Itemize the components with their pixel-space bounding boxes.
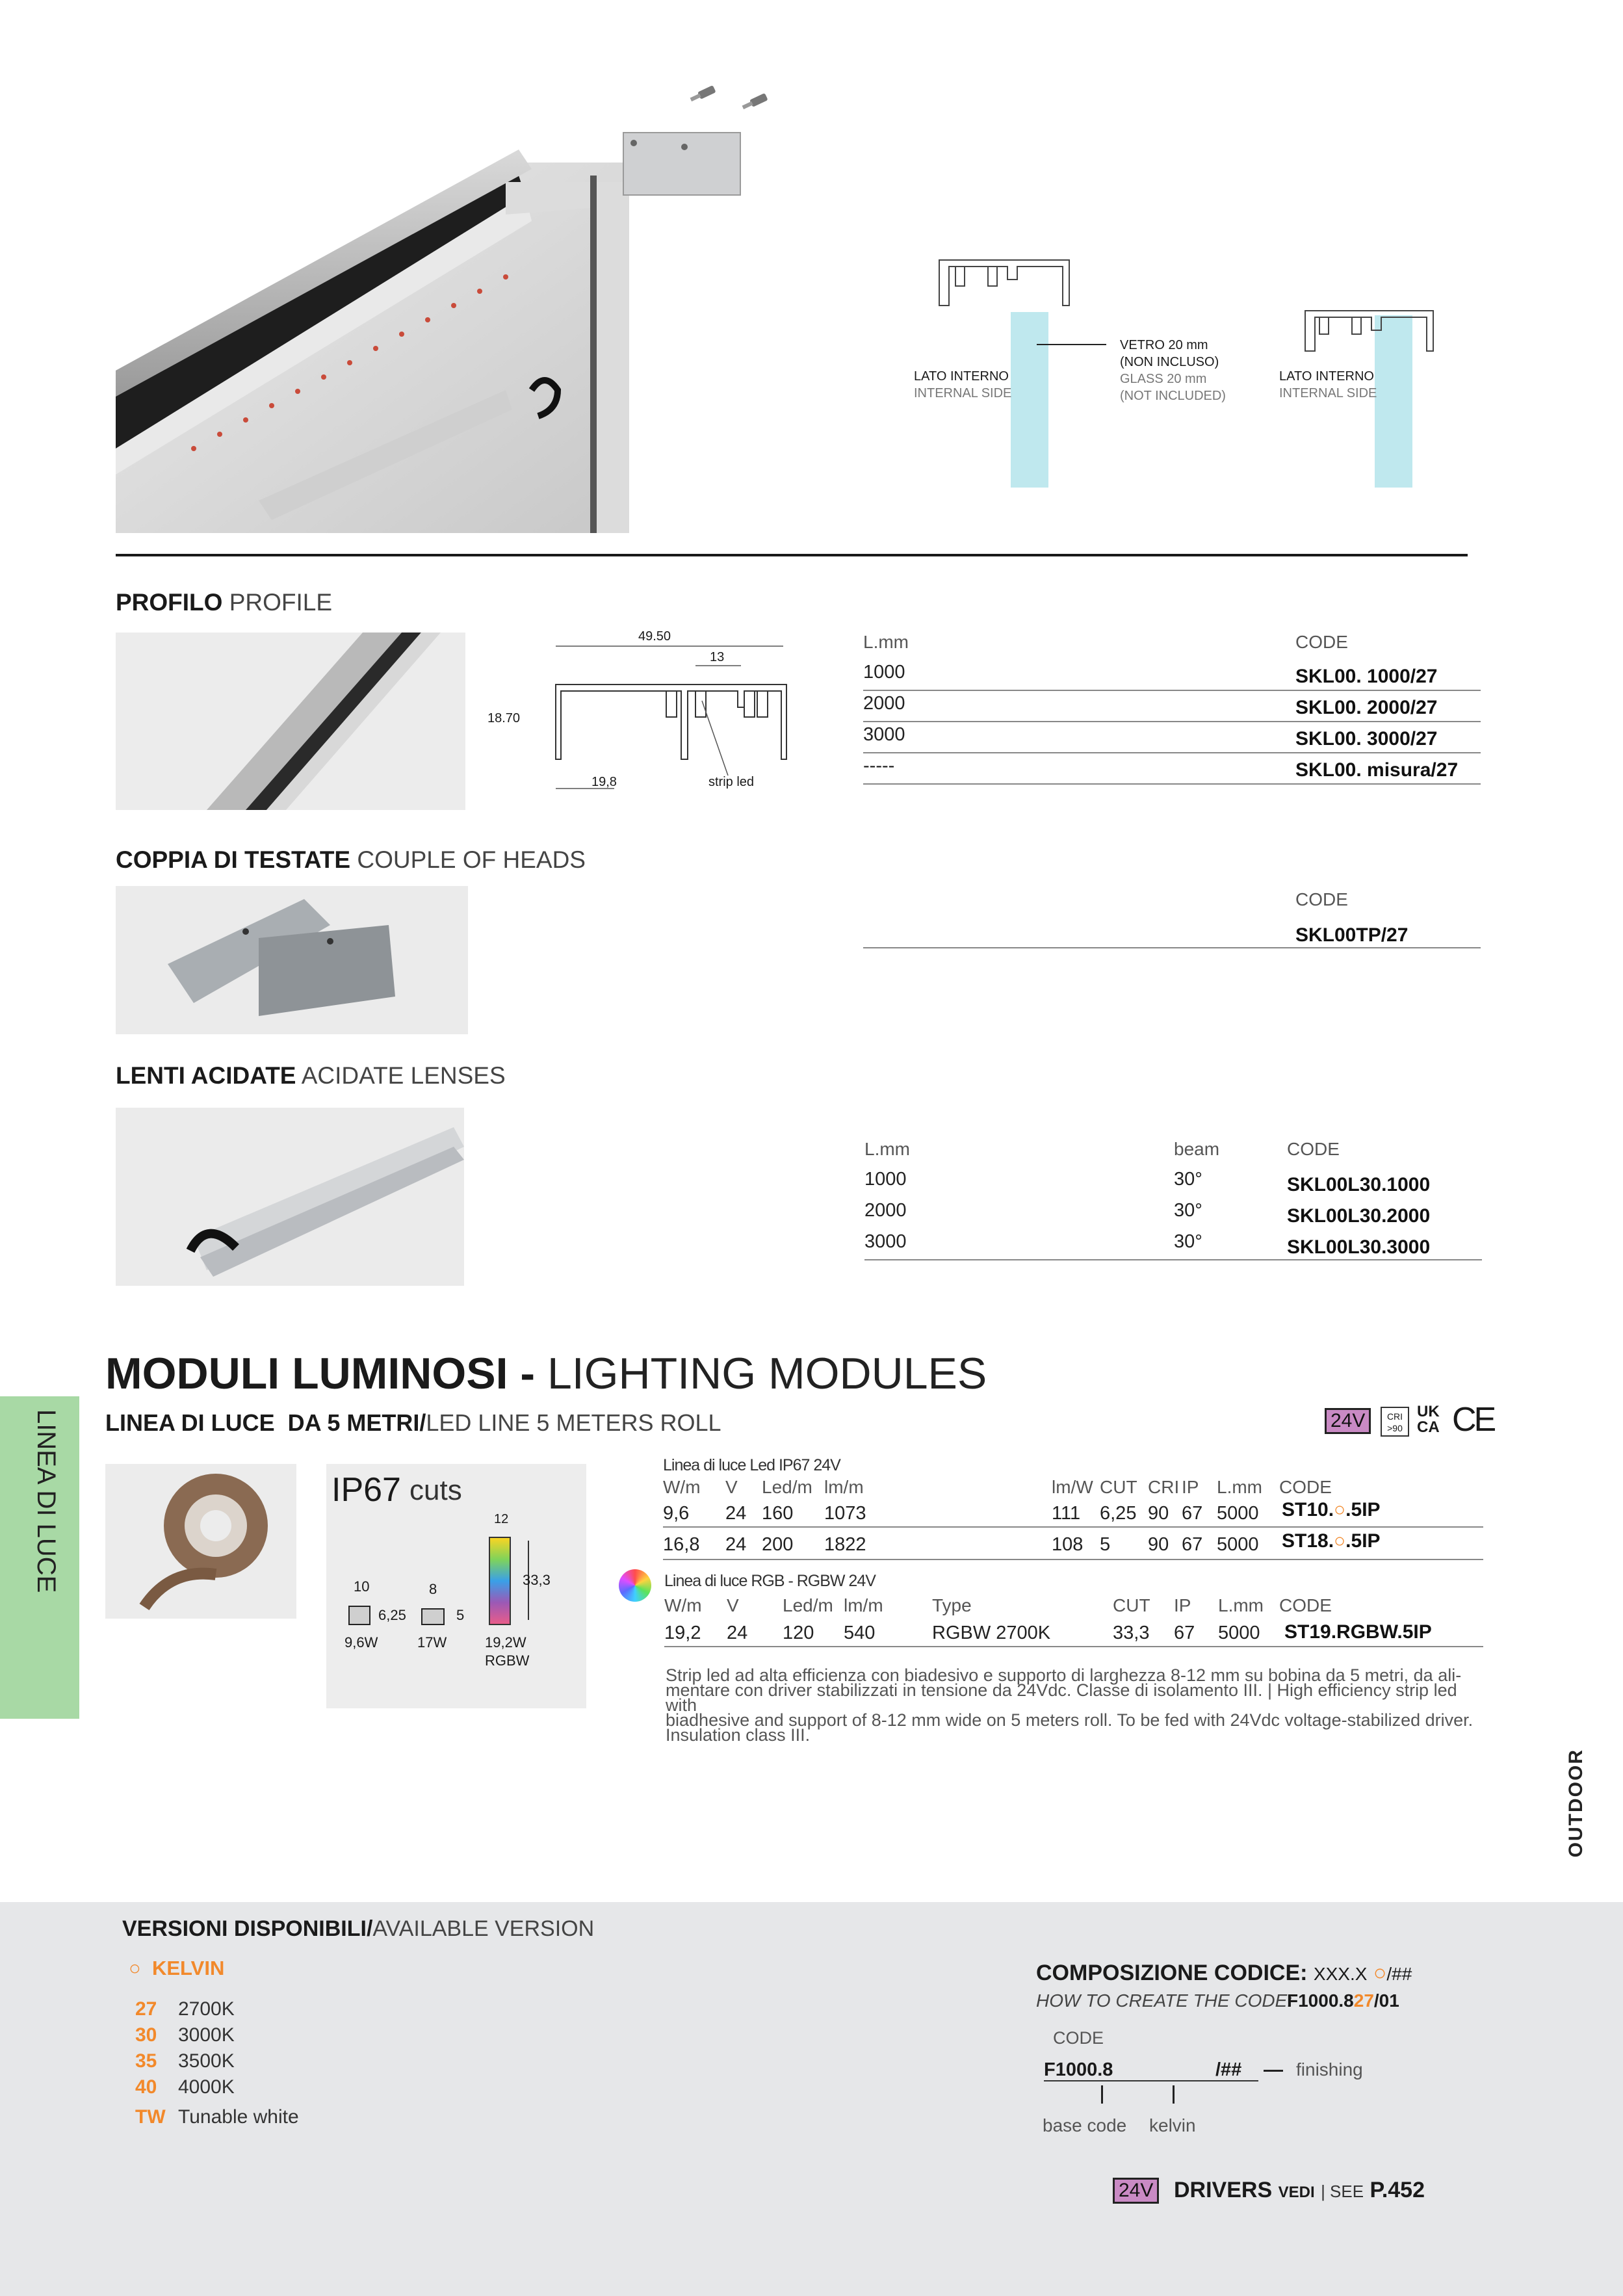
- table2-header-wm: W/m: [664, 1595, 702, 1615]
- table2-header-ip: IP: [1174, 1595, 1191, 1615]
- cut-2-top: 8: [429, 1581, 437, 1597]
- lenti-title-it: LENTI ACIDATE: [116, 1062, 296, 1089]
- dim-bottom: 19,8: [591, 775, 617, 789]
- table1-header-ledm: Led/m: [762, 1477, 812, 1497]
- profilo-row-rule: [863, 721, 1481, 722]
- table2-header-v: V: [727, 1595, 739, 1615]
- versions-title-en: AVAILABLE VERSION: [372, 1916, 595, 1941]
- example-code-kelvin: 27: [1353, 1990, 1374, 2011]
- moduli-title-en: LIGHTING MODULES: [547, 1349, 987, 1398]
- table2-header-ledm: Led/m: [783, 1595, 833, 1615]
- cut-3-bottom-type: RGBW: [485, 1652, 530, 1669]
- table1-row2-wm: 16,8: [663, 1534, 700, 1555]
- profilo-row-4-code: SKL00. misura/27: [1295, 759, 1459, 781]
- profilo-heading: [116, 589, 332, 616]
- kelvin-placeholder-icon: ○: [1334, 1499, 1346, 1520]
- see-label: | SEE: [1321, 2182, 1364, 2201]
- table2-row-ip: 67: [1174, 1623, 1195, 1643]
- drivers-page: P.452: [1370, 2178, 1425, 2202]
- kelvin-row: [135, 2024, 235, 2046]
- kelvin-row: [135, 2050, 235, 2072]
- cut-3-mid: 33,3: [523, 1572, 551, 1588]
- kelvin-placeholder-icon: ○: [1334, 1530, 1346, 1552]
- finishing-label: finishing: [1296, 2059, 1363, 2080]
- table2-header-cut: CUT: [1113, 1595, 1150, 1615]
- right-side-label: LATO INTERNO: [1279, 369, 1374, 384]
- kelvin-label: kelvin: [1149, 2115, 1196, 2135]
- rgb-color-wheel-icon: [619, 1569, 651, 1602]
- moduli-heading: [105, 1348, 987, 1399]
- table1-row1-lm: 1073: [824, 1503, 866, 1524]
- table1-row2-lmm: 5000: [1217, 1534, 1259, 1555]
- ukca-mark: [1417, 1404, 1440, 1435]
- profilo-row-2-code: SKL00. 2000/27: [1295, 697, 1438, 718]
- testate-title-it: COPPIA DI TESTATE: [116, 846, 351, 873]
- profilo-row-2-len: 2000: [863, 693, 905, 714]
- lenti-heading: [116, 1062, 506, 1089]
- cut-2-chip: [421, 1608, 445, 1625]
- testate-photo: [116, 886, 468, 1034]
- right-side-label-en: INTERNAL SIDE: [1279, 386, 1377, 400]
- kelvin-code: 30: [135, 2024, 157, 2046]
- kelvin-placeholder-icon: ○: [1373, 1961, 1387, 1985]
- dim-strip: strip led: [708, 775, 755, 789]
- table1-row1-cri: 90: [1148, 1503, 1169, 1524]
- lenti-col-code: CODE: [1287, 1139, 1340, 1159]
- table1-row-rule: [663, 1526, 1483, 1528]
- kelvin-value: 3500K: [178, 2050, 235, 2072]
- table2-row-led: 120: [783, 1623, 814, 1643]
- table1-row-rule: [663, 1559, 1483, 1560]
- ukca-mark-top: UK: [1417, 1403, 1440, 1420]
- lenti-row-rule: [864, 1259, 1482, 1260]
- moduli-title-it: MODULI LUMINOSI -: [105, 1349, 536, 1398]
- testate-row-rule: [863, 947, 1481, 948]
- code-dash: [1264, 2070, 1283, 2072]
- kelvin-value: 4000K: [178, 2076, 235, 2098]
- code-base: F1000.8: [1044, 2059, 1113, 2080]
- side-tab-label: LINEA DI LUCE: [32, 1409, 60, 1593]
- lenti-col-beam: beam: [1174, 1139, 1220, 1159]
- profilo-photo: [116, 633, 465, 810]
- lenti-row-2-code: SKL00L30.2000: [1287, 1205, 1431, 1227]
- kelvin-code: 27: [135, 1998, 157, 2020]
- cri-badge-label: CRI: [1386, 1411, 1403, 1422]
- table2-row-wm: 19,2: [664, 1623, 701, 1643]
- table2-row-rule: [664, 1646, 1483, 1647]
- cuts-box: [326, 1464, 586, 1708]
- code-suffix: /##: [1215, 2059, 1242, 2080]
- description-line: biadhesive and support of 8-12 mm wide on 5 meters roll. To be fed with 24Vdc voltage-stabilized driver.: [666, 1710, 1474, 1730]
- table1-row1-cut: 6,25: [1100, 1503, 1137, 1524]
- lenti-row-3-beam: 30°: [1174, 1231, 1202, 1252]
- kelvin-row: [135, 1998, 235, 2020]
- lenti-row-3-len: 3000: [864, 1231, 907, 1252]
- versions-heading: [122, 1916, 594, 1942]
- cut-3-top: 12: [494, 1512, 509, 1526]
- table2-row-lmm: 5000: [1218, 1623, 1260, 1643]
- table1-row2-lmw: 108: [1052, 1534, 1084, 1555]
- profilo-row-1-len: 1000: [863, 662, 905, 683]
- profilo-row-rule: [863, 783, 1481, 785]
- dim-inner: 13: [710, 650, 725, 664]
- versions-title-it: VERSIONI DISPONIBILI/: [122, 1916, 373, 1941]
- drivers-voltage-badge: 24V: [1113, 2178, 1159, 2204]
- moduli-subtitle-en: LED LINE 5 METERS ROLL: [426, 1409, 721, 1436]
- lenti-title-en: ACIDATE LENSES: [301, 1062, 506, 1089]
- profilo-col-code: CODE: [1295, 632, 1348, 652]
- table1-row2-code-b: .5IP: [1345, 1530, 1381, 1552]
- table1-header-v: V: [725, 1477, 738, 1497]
- table2-header-code: CODE: [1279, 1595, 1332, 1615]
- howto-label: HOW TO CREATE THE CODE:: [1036, 1990, 1293, 2011]
- table1-row1-led: 160: [762, 1503, 794, 1524]
- example-code-a: F1000.8: [1287, 1990, 1354, 2011]
- kelvin-code: TW: [135, 2106, 166, 2128]
- profilo-col-len: L.mm: [863, 632, 909, 652]
- glass-label-en: GLASS 20 mm: [1120, 372, 1207, 386]
- table1-header-cri: CRI: [1148, 1477, 1180, 1497]
- table1-header-code: CODE: [1279, 1477, 1332, 1497]
- table2-header-type: Type: [932, 1595, 972, 1615]
- cut-1-top: 10: [354, 1578, 370, 1595]
- cri-badge: [1381, 1407, 1409, 1437]
- dim-height: 18.70: [487, 711, 521, 725]
- table1-row1-v: 24: [725, 1503, 747, 1524]
- cut-2-bottom: 17W: [417, 1634, 447, 1650]
- table1-header-lmm2: L.mm: [1217, 1477, 1262, 1497]
- cri-badge-value: >90: [1387, 1423, 1403, 1433]
- profilo-row-3-len: 3000: [863, 724, 905, 745]
- description-line: Strip led ad alta efficienza con biadesivo e supporto di larghezza 8-12 mm su bobina da 5 metri, da ali-: [666, 1665, 1462, 1685]
- table2-row-cut: 33,3: [1113, 1623, 1150, 1643]
- kelvin-code: 35: [135, 2050, 157, 2072]
- profilo-row-rule: [863, 690, 1481, 691]
- dim-width: 49.50: [638, 629, 671, 644]
- table2-row-lm: 540: [844, 1623, 876, 1643]
- lenti-row-2-beam: 30°: [1174, 1200, 1202, 1221]
- table1-row2-v: 24: [725, 1534, 747, 1555]
- cut-1-mid: 6,25: [378, 1607, 406, 1623]
- table1-row2-cri: 90: [1148, 1534, 1169, 1555]
- profilo-dimension-drawing: [481, 629, 806, 798]
- table1-caption: Linea di luce Led IP67 24V: [663, 1456, 840, 1474]
- table2-caption: Linea di luce RGB - RGBW 24V: [664, 1572, 876, 1590]
- description-line: Insulation class III.: [666, 1725, 811, 1745]
- moduli-subtitle-it: LINEA DI LUCE DA 5 METRI/: [105, 1409, 426, 1436]
- kelvin-header: [129, 1957, 224, 1980]
- table1-row1-lmm: 5000: [1217, 1503, 1259, 1524]
- kelvin-value: 3000K: [178, 2024, 235, 2046]
- lenti-row-3-code: SKL00L30.3000: [1287, 1236, 1431, 1258]
- side-tab: [0, 1396, 79, 1719]
- profilo-row-3-code: SKL00. 3000/27: [1295, 728, 1438, 750]
- cross-section-diagram: [897, 254, 1462, 501]
- table1-row2-led: 200: [762, 1534, 794, 1555]
- table2-row-v: 24: [727, 1623, 748, 1643]
- table1-row1-lmw: 111: [1052, 1503, 1081, 1524]
- left-side-label: LATO INTERNO: [914, 369, 1009, 384]
- table1-header-wm: W/m: [663, 1477, 701, 1497]
- code-col-label: CODE: [1053, 2028, 1104, 2048]
- ce-mark: CE: [1452, 1401, 1494, 1439]
- table1-row1-wm: 9,6: [663, 1503, 690, 1524]
- code-underline: [1044, 2080, 1258, 2081]
- cut-1-chip: [348, 1606, 370, 1625]
- lenti-row-2-len: 2000: [864, 1200, 907, 1221]
- table1-row1-code: [1282, 1499, 1381, 1521]
- lenti-photo: [116, 1108, 464, 1286]
- end-cap-photo: [621, 85, 777, 202]
- table1-row2-code-a: ST18.: [1282, 1530, 1334, 1552]
- strip-description: [666, 1665, 1485, 1745]
- drivers-reference[interactable]: [1174, 2178, 1425, 2203]
- led-roll-photo: [105, 1464, 296, 1619]
- kelvin-row: [135, 2106, 299, 2128]
- table1-header-lmw: lm/W: [1052, 1477, 1093, 1497]
- cut-2-mid: 5: [456, 1607, 465, 1623]
- table1-header-ip: IP: [1182, 1477, 1199, 1497]
- table1-header-cut: CUT: [1100, 1477, 1137, 1497]
- glass-label-note-en: (NOT INCLUDED): [1120, 389, 1226, 403]
- tick-base: [1101, 2085, 1103, 2104]
- composition-title: COMPOSIZIONE CODICE:: [1036, 1961, 1308, 1985]
- howto-line: [1036, 1990, 1399, 2011]
- vedi-label: VEDI: [1278, 2184, 1315, 2201]
- table1-header-lmm: lm/m: [824, 1477, 864, 1497]
- composition-heading: [1036, 1961, 1412, 1986]
- profilo-title-it: PROFILO: [116, 589, 223, 616]
- cut-3-bottom: 19,2W: [485, 1634, 526, 1650]
- profilo-row-1-code: SKL00. 1000/27: [1295, 666, 1438, 687]
- table1-row1-code-a: ST10.: [1282, 1499, 1334, 1520]
- testate-col-code: CODE: [1295, 889, 1348, 909]
- glass-label: VETRO 20 mm: [1120, 338, 1208, 352]
- table1-row2-code: [1282, 1530, 1381, 1552]
- testate-code: SKL00TP/27: [1295, 924, 1409, 946]
- lenti-row-1-len: 1000: [864, 1169, 907, 1190]
- composition-pattern: XXX.X: [1313, 1964, 1368, 1984]
- testate-title-en: COUPLE OF HEADS: [357, 846, 586, 873]
- voltage-badge: 24V: [1325, 1408, 1371, 1434]
- ukca-mark-bottom: CA: [1417, 1418, 1440, 1436]
- tick-kelvin: [1173, 2085, 1175, 2104]
- table1-row2-lm: 1822: [824, 1534, 866, 1555]
- kelvin-header-label: KELVIN: [151, 1957, 225, 1979]
- kelvin-code: 40: [135, 2076, 157, 2098]
- top-divider: [116, 554, 1468, 556]
- table1-row1-ip: 67: [1182, 1503, 1203, 1524]
- example-code-c: /01: [1373, 1990, 1399, 2011]
- testate-heading: [116, 846, 586, 874]
- glass-label-note: (NON INCLUSO): [1120, 355, 1219, 369]
- left-side-label-en: INTERNAL SIDE: [914, 386, 1012, 400]
- cut-1-bottom: 9,6W: [344, 1634, 378, 1650]
- profilo-title-en: PROFILE: [229, 589, 333, 616]
- table1-row1-code-b: .5IP: [1345, 1499, 1381, 1520]
- kelvin-value: 2700K: [178, 1998, 235, 2020]
- lenti-col-len: L.mm: [864, 1139, 910, 1159]
- table1-row2-cut: 5: [1100, 1534, 1111, 1555]
- moduli-subheading: [105, 1409, 721, 1437]
- cuts-label: cuts: [409, 1474, 462, 1506]
- description-line: mentare con driver stabilizzati in tensione da 24Vdc. Classe di isolamento III. | High efficiency strip led with: [666, 1680, 1457, 1715]
- lenti-row-1-code: SKL00L30.1000: [1287, 1174, 1431, 1195]
- table2-row-type: RGBW 2700K: [932, 1623, 1051, 1643]
- kelvin-circle-icon: ○: [129, 1957, 141, 1979]
- kelvin-row: [135, 2076, 235, 2098]
- table2-header-lmm: lm/m: [844, 1595, 883, 1615]
- lenti-row-1-beam: 30°: [1174, 1169, 1202, 1190]
- kelvin-value: Tunable white: [178, 2106, 299, 2128]
- rgb-strip-segment: [489, 1537, 511, 1625]
- table2-header-lmm2: L.mm: [1218, 1595, 1264, 1615]
- ip-rating: IP67: [331, 1471, 401, 1509]
- composition-suffix: /##: [1386, 1964, 1412, 1984]
- profilo-row-4-len: -----: [863, 755, 895, 776]
- base-code-label: base code: [1043, 2115, 1127, 2135]
- table2-row-code: ST19.RGBW.5IP: [1284, 1621, 1432, 1643]
- outdoor-label: OUTDOOR: [1565, 1749, 1587, 1858]
- profilo-row-rule: [863, 752, 1481, 753]
- table1-row2-ip: 67: [1182, 1534, 1203, 1555]
- drivers-label: DRIVERS: [1174, 2178, 1273, 2202]
- product-hero-photo: [116, 85, 629, 533]
